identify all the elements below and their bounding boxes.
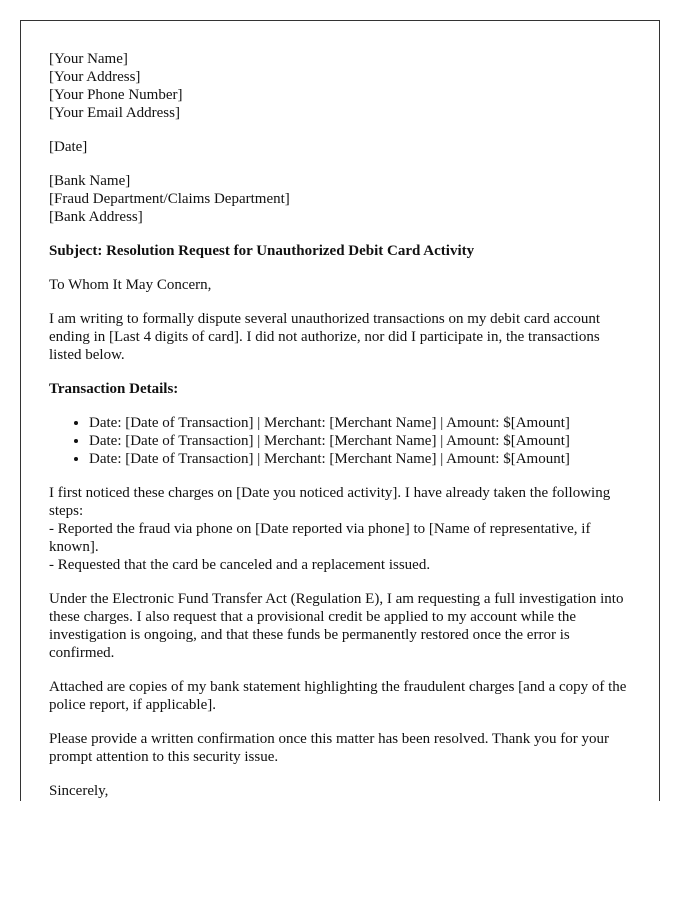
bank-address: [Bank Address]: [49, 209, 143, 225]
sender-phone: [Your Phone Number]: [49, 87, 183, 103]
bank-department: [Fraud Department/Claims Department]: [49, 191, 290, 207]
step-item: - Requested that the card be canceled and a replacement issued.: [49, 557, 431, 573]
attachments-paragraph: Attached are copies of my bank statement highlighting the fraudulent charges [and a copy of the police report, if applicable].: [49, 679, 627, 713]
subject-line: Subject: Resolution Request for Unauthorized Debit Card Activity: [49, 243, 475, 259]
letter-date: [Date]: [49, 139, 88, 155]
sender-block: [49, 50, 631, 122]
signoff: Sincerely,: [49, 783, 109, 799]
intro-paragraph: I am writing to formally dispute several unauthorized transactions on my debit card account ending in [Last 4 digits of card]. I did not authorize, nor did I participate in, the transactions listed below.: [49, 311, 601, 363]
sender-address: [Your Address]: [49, 69, 141, 85]
transactions-list: [49, 414, 631, 468]
bank-name: [Bank Name]: [49, 173, 131, 189]
sender-email: [Your Email Address]: [49, 105, 180, 121]
steps-intro: I first noticed these charges on [Date you noticed activity]. I have already taken the following steps:: [49, 485, 611, 519]
letter-page: [20, 20, 660, 801]
step-item: - Reported the fraud via phone on [Date reported via phone] to [Name of representative, if known].: [49, 521, 591, 555]
transactions-heading: Transaction Details:: [49, 381, 179, 397]
recipient-block: [49, 172, 631, 226]
sender-name: [Your Name]: [49, 51, 128, 67]
transaction-item: • Date: [Date of Transaction] | Merchant: [Merchant Name] | Amount: $[Amount]: [89, 450, 631, 468]
salutation: To Whom It May Concern,: [49, 277, 212, 293]
closing-request-paragraph: Please provide a written confirmation once this matter has been resolved. Thank you for your prompt attention to this security issue.: [49, 731, 609, 765]
transaction-item: • Date: [Date of Transaction] | Merchant: [Merchant Name] | Amount: $[Amount]: [89, 432, 631, 450]
steps-paragraph: [49, 484, 631, 574]
transaction-item: • Date: [Date of Transaction] | Merchant: [Merchant Name] | Amount: $[Amount]: [89, 414, 631, 432]
regulation-paragraph: Under the Electronic Fund Transfer Act (Regulation E), I am requesting a full investigation into these charges. I also request that a provisional credit be applied to my account while the investigation is ongoing, and that these funds be permanently restored once the error is confirmed.: [49, 591, 624, 661]
